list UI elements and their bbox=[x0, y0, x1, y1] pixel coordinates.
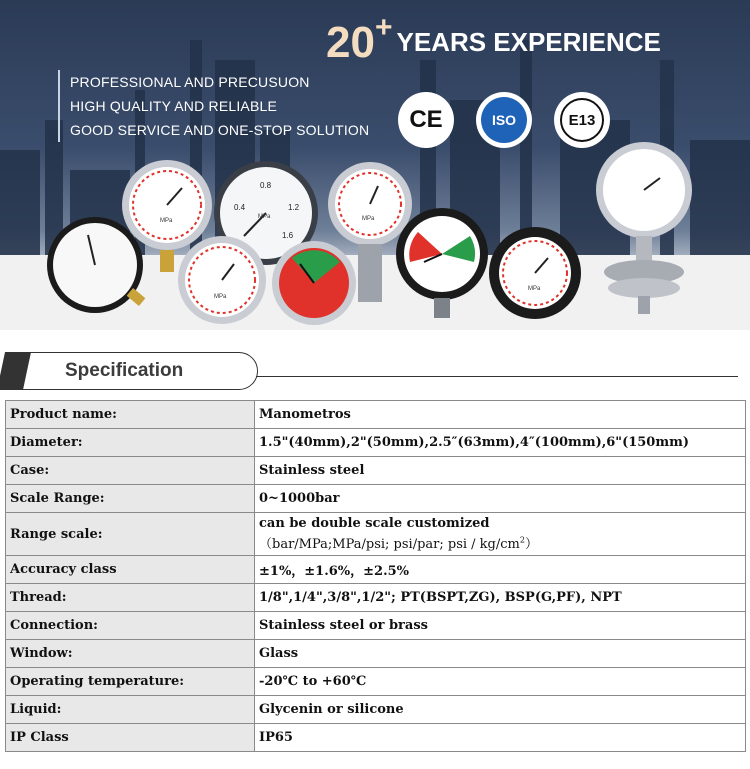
spec-key: Scale Range: bbox=[6, 485, 255, 513]
table-row bbox=[6, 612, 746, 640]
table-row bbox=[6, 696, 746, 724]
units-text: （bar/MPa;MPa/psi; psi/par; psi / kg/cm bbox=[259, 537, 520, 552]
spec-value: 1.5"(40mm),2"(50mm),2.5″(63mm),4″(100mm),6"(150mm) bbox=[255, 429, 746, 457]
years-plus: + bbox=[374, 11, 393, 44]
gauge-tick-label: 1.2 bbox=[288, 203, 300, 212]
spec-key: Window: bbox=[6, 640, 255, 668]
header-divider bbox=[256, 376, 738, 377]
gauge-unit-label: MPa bbox=[214, 294, 227, 300]
ce-label: CE bbox=[409, 106, 443, 133]
gauge-tick-label: 1.6 bbox=[282, 231, 294, 240]
specification-table bbox=[5, 400, 746, 752]
e13-label: E13 bbox=[568, 111, 596, 129]
spec-key: Liquid: bbox=[6, 696, 255, 724]
gauge-unit-label: MPa bbox=[160, 218, 173, 224]
table-row bbox=[6, 457, 746, 485]
spec-key: Range scale: bbox=[6, 513, 255, 556]
specification-header bbox=[0, 348, 750, 396]
hero-banner bbox=[0, 0, 750, 330]
spec-value: can be double scale customized bbox=[259, 516, 490, 531]
gauge-unit-label: MPa bbox=[528, 286, 541, 292]
spec-key: Diameter: bbox=[6, 429, 255, 457]
specification-title: Specification bbox=[65, 360, 184, 381]
iso-label: ISO bbox=[491, 112, 517, 128]
spec-value-cell bbox=[255, 513, 746, 556]
gauge-icon bbox=[596, 142, 692, 314]
spec-key: Connection: bbox=[6, 612, 255, 640]
spec-value: Stainless steel or brass bbox=[255, 612, 746, 640]
table-row bbox=[6, 668, 746, 696]
spec-value: Glycenin or silicone bbox=[255, 696, 746, 724]
spec-value: Stainless steel bbox=[255, 457, 746, 485]
table-row bbox=[6, 401, 746, 429]
tagline-item: HIGH QUALITY AND RELIABLE bbox=[70, 98, 278, 114]
spec-key: Thread: bbox=[6, 584, 255, 612]
spec-value: Glass bbox=[255, 640, 746, 668]
years-number: 20 bbox=[326, 18, 375, 67]
tagline-item: GOOD SERVICE AND ONE-STOP SOLUTION bbox=[70, 122, 370, 138]
gauge-tick-label: 0.8 bbox=[260, 181, 272, 190]
units-close: ） bbox=[524, 537, 538, 552]
gauge-tick-label: 0.4 bbox=[234, 203, 246, 212]
table-row bbox=[6, 485, 746, 513]
spec-key: Case: bbox=[6, 457, 255, 485]
spec-key: IP Class bbox=[6, 724, 255, 752]
gauge-unit-label: MPa bbox=[258, 214, 271, 220]
spec-value: Manometros bbox=[255, 401, 746, 429]
spec-key: Operating temperature: bbox=[6, 668, 255, 696]
spec-value: ±1%，±1.6%，±2.5% bbox=[255, 556, 746, 584]
spec-value: 1/8",1/4",3/8",1/2"; PT(BSPT,ZG), BSP(G,PF), NPT bbox=[255, 584, 746, 612]
pressure-gauges-illustration bbox=[0, 0, 750, 330]
table-row bbox=[6, 724, 746, 752]
tagline-item: PROFESSIONAL AND PRECUSUON bbox=[70, 74, 310, 90]
table-row bbox=[6, 513, 746, 556]
gauge-icon bbox=[396, 208, 488, 318]
spec-value: -20℃ to +60℃ bbox=[255, 668, 746, 696]
table-row bbox=[6, 640, 746, 668]
table-row bbox=[6, 429, 746, 457]
spec-key: Product name: bbox=[6, 401, 255, 429]
years-text: YEARS EXPERIENCE bbox=[396, 27, 661, 57]
table-row bbox=[6, 584, 746, 612]
units-superscript: 2 bbox=[519, 535, 525, 545]
gauge-icon bbox=[489, 227, 581, 319]
specification-title-tab bbox=[18, 352, 258, 390]
table-row bbox=[6, 556, 746, 584]
spec-value-units bbox=[259, 533, 741, 552]
spec-key: Accuracy class bbox=[6, 556, 255, 584]
gauge-icon bbox=[272, 241, 356, 325]
spec-value: IP65 bbox=[255, 724, 746, 752]
gauge-unit-label: MPa bbox=[362, 216, 375, 222]
gauge-icon bbox=[178, 236, 266, 324]
title-accent-bar bbox=[0, 352, 31, 390]
spec-value: 0~1000bar bbox=[255, 485, 746, 513]
